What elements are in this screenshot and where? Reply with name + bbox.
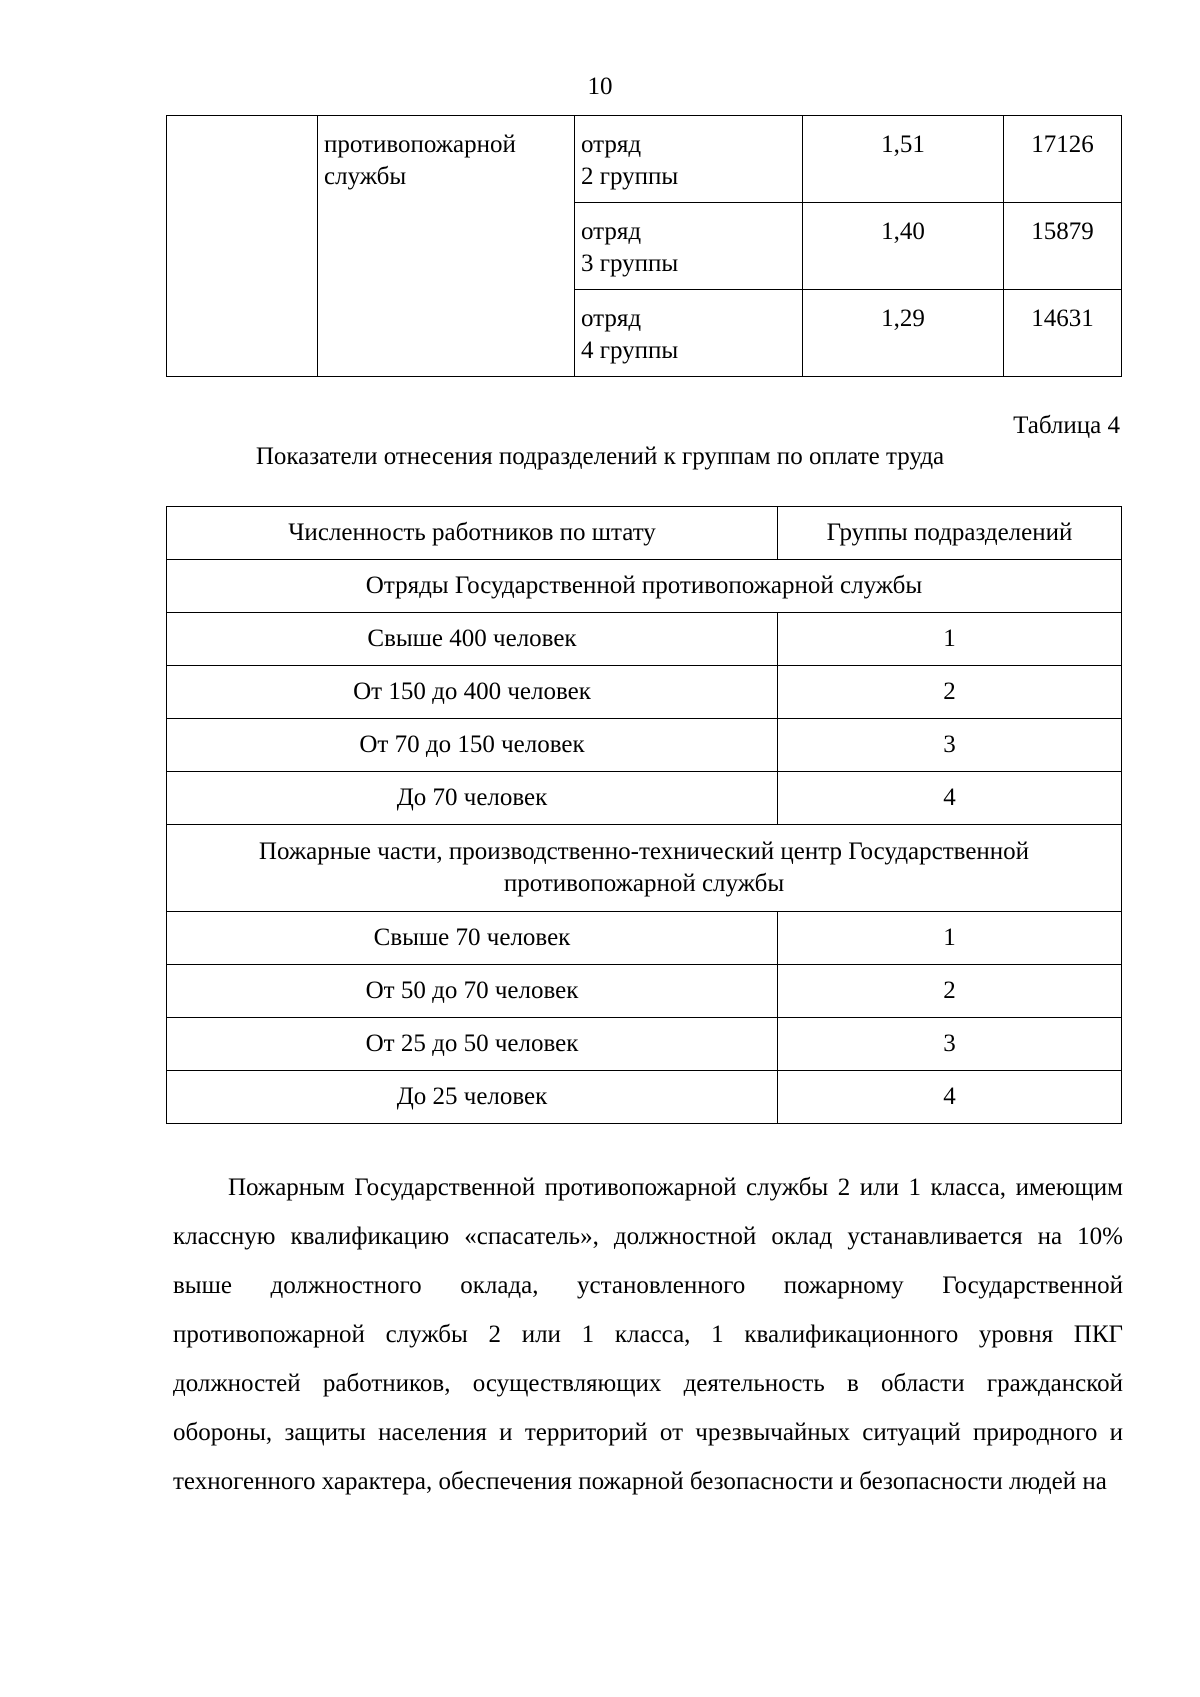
table-header-row [167, 507, 1122, 560]
header-groups: Группы подразделений [778, 507, 1122, 560]
body-paragraph: Пожарным Государственной противопожарной службы 2 или 1 класса, имеющим классную квалификацию «спасатель», должностной оклад устанавливается на 10% выше должностного оклада, установленного пожарному Государственной противопожарной службы 2 или 1 класса, 1 квалификационного уровня ПКГ должностей работников, осуществляющих деятельность в области гражданской обороны, защиты населения и территорий от чрезвычайных ситуаций природного и техногенного характера, обеспечения пожарной безопасности и безопасности людей на [173, 1174, 1123, 1495]
headcount-cell: До 70 человек [167, 772, 778, 825]
group-cell: 2 [778, 965, 1122, 1018]
service-name-cell: противопожарной службы [318, 116, 575, 377]
page-number: 10 [587, 73, 613, 100]
table-row [167, 666, 1122, 719]
unit-cell [575, 116, 803, 203]
empty-cell [167, 116, 318, 377]
table-row [167, 719, 1122, 772]
coefficient-cell: 1,40 [803, 203, 1004, 290]
coefficient-cell: 1,51 [803, 116, 1004, 203]
group-cell: 3 [778, 1018, 1122, 1071]
table-row [167, 772, 1122, 825]
headcount-cell: От 150 до 400 человек [167, 666, 778, 719]
headcount-cell: От 25 до 50 человек [167, 1018, 778, 1071]
header-headcount: Численность работников по штату [167, 507, 778, 560]
unit-cell [575, 203, 803, 290]
section-title: Пожарные части, производственно-технический центр Государственной противопожарной службы [167, 825, 1122, 912]
salary-cell: 15879 [1004, 203, 1122, 290]
unit-label: отряд [581, 131, 642, 158]
group-criteria-table [166, 506, 1122, 1124]
table-row [167, 912, 1122, 965]
salary-continuation-table [166, 115, 1122, 377]
unit-label: отряд [581, 218, 642, 245]
table-row [167, 965, 1122, 1018]
unit-label: отряд [581, 305, 642, 332]
section-row [167, 825, 1122, 912]
table-row [167, 116, 1122, 203]
section-title: Отряды Государственной противопожарной службы [167, 560, 1122, 613]
table-title: Показатели отнесения подразделений к группам по оплате труда [255, 443, 945, 470]
coefficient-cell: 1,29 [803, 290, 1004, 377]
headcount-cell: Свыше 70 человек [167, 912, 778, 965]
headcount-cell: От 50 до 70 человек [167, 965, 778, 1018]
group-cell: 1 [778, 613, 1122, 666]
group-cell: 1 [778, 912, 1122, 965]
unit-group: 4 группы [581, 337, 679, 364]
group-cell: 4 [778, 1071, 1122, 1124]
salary-cell: 14631 [1004, 290, 1122, 377]
headcount-cell: До 25 человек [167, 1071, 778, 1124]
table-number: Таблица 4 [1013, 412, 1120, 439]
group-cell: 2 [778, 666, 1122, 719]
group-cell: 4 [778, 772, 1122, 825]
unit-cell [575, 290, 803, 377]
table-row [167, 1018, 1122, 1071]
salary-cell: 17126 [1004, 116, 1122, 203]
table-row [167, 1071, 1122, 1124]
unit-group: 3 группы [581, 250, 679, 277]
section-row [167, 560, 1122, 613]
unit-group: 2 группы [581, 163, 679, 190]
headcount-cell: От 70 до 150 человек [167, 719, 778, 772]
group-cell: 3 [778, 719, 1122, 772]
headcount-cell: Свыше 400 человек [167, 613, 778, 666]
table-row [167, 613, 1122, 666]
